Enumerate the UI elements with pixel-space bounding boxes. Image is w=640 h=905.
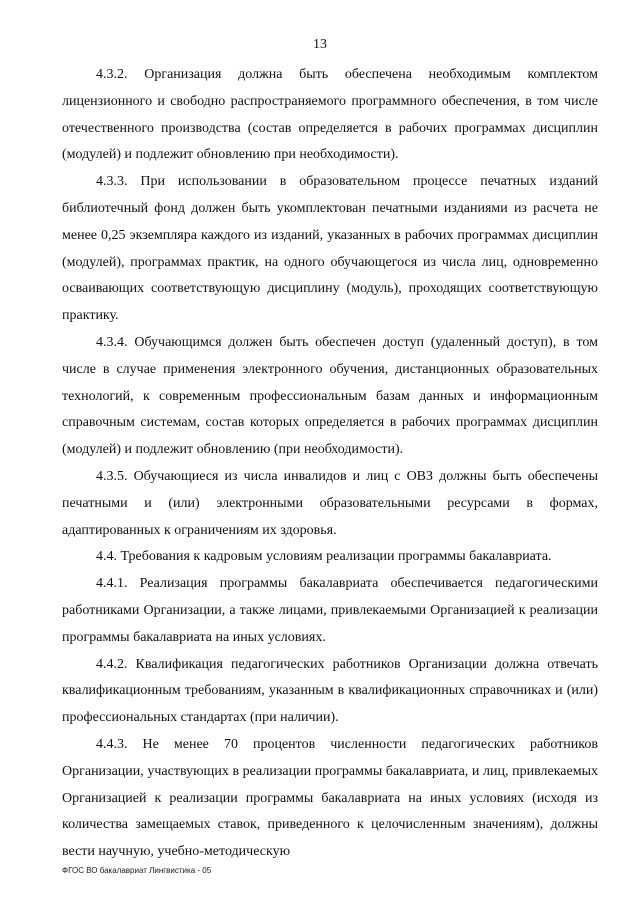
paragraph-4-3-2: 4.3.2. Организация должна быть обеспечена необходимым комплектом лицензионного и свободно распространяемого программного обеспечения, в том числе отечественного производства (состав определяется в рабочих программах дисциплин (модулей) и подлежит обновлению при необходимости). bbox=[62, 67, 598, 163]
paragraph-4-3-5: 4.3.5. Обучающиеся из числа инвалидов и лиц с ОВЗ должны быть обеспечены печатными и (или) электронными образовательными ресурсами в формах, адаптированных к ограничениям их здоровья. bbox=[62, 468, 598, 538]
page-number: 13 bbox=[313, 37, 327, 52]
document-footer: ФГОС ВО бакалавриат Лингвистика - 05 bbox=[62, 866, 212, 875]
paragraph-4-4-2: 4.4.2. Квалификация педагогических работников Организации должна отвечать квалификационным требованиям, указанным в квалификационных справочниках и (или) профессиональных стандартах (при наличии). bbox=[62, 656, 598, 726]
document-body bbox=[62, 62, 598, 866]
paragraph-4-4-3: 4.4.3. Не менее 70 процентов численности педагогических работников Организации, участвующих в реализации программы бакалавриата, и лиц, привлекаемых Организацией к реализации программы бакалавриата на иных условиях (исходя из количества замещаемых ставок, приведенного к целочисленным значениям), должны вести научную, учебно-методическую bbox=[62, 736, 598, 860]
paragraph-4-3-4: 4.3.4. Обучающимся должен быть обеспечен доступ (удаленный доступ), в том числе в случае применения электронного обучения, дистанционных образовательных технологий, к современным профессиональным базам данных и информационным справочным системам, состав которых определяется в рабочих программах дисциплин (модулей) и подлежит обновлению (при необходимости). bbox=[62, 334, 598, 458]
paragraph-4-4: 4.4. Требования к кадровым условиям реализации программы бакалавриата. bbox=[96, 549, 552, 565]
paragraph-4-3-3: 4.3.3. При использовании в образовательном процессе печатных изданий библиотечный фонд должен быть укомплектован печатными изданиями из расчета не менее 0,25 экземпляра каждого из изданий, указанных в рабочих программах дисциплин (модулей), программах практик, на одного обучающегося из числа лиц, одновременно осваивающих соответствующую дисциплину (модуль), проходящих соответствующую практику. bbox=[62, 174, 598, 324]
paragraph-4-4-1: 4.4.1. Реализация программы бакалавриата обеспечивается педагогическими работниками Организации, а также лицами, привлекаемыми Организацией к реализации программы бакалавриата на иных условиях. bbox=[62, 576, 598, 645]
